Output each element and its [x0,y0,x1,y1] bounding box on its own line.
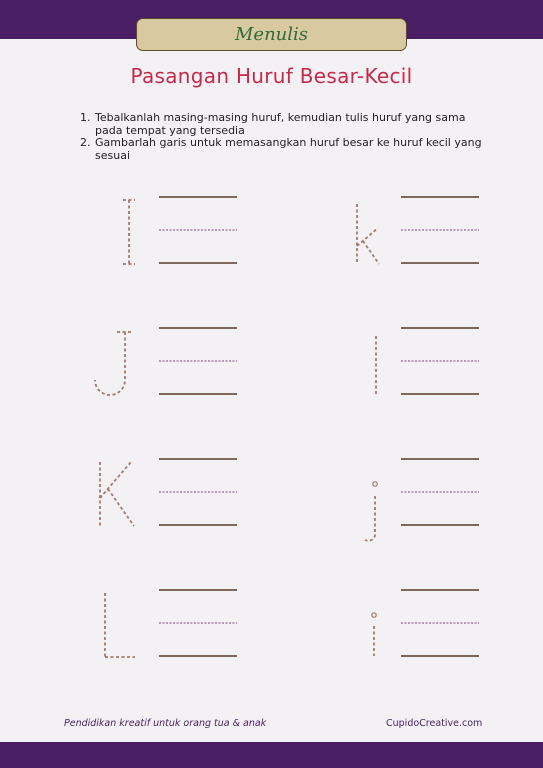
writing-lines-row-4 [159,590,479,656]
header-label: Menulis [136,18,407,51]
instruction-number: 1. [80,111,91,124]
writing-lines-row-3 [159,459,479,525]
footer-tagline: Pendidikan kreatif untuk orang tua & anak [64,718,267,729]
writing-lines-row-2 [159,328,479,394]
instruction-number: 2. [80,136,91,149]
bottom-bar [0,742,543,768]
footer-website: CupidoCreative.com [386,718,483,729]
worksheet-title: Pasangan Huruf Besar-Kecil [130,64,413,88]
instruction-text: Tebalkanlah masing-masing huruf, kemudian tulis huruf yang sama pada tempat yang tersedia [95,111,466,137]
writing-lines-row-1 [159,197,479,263]
instruction-text: Gambarlah garis untuk memasangkan huruf besar ke huruf kecil yang sesuai [95,136,482,162]
